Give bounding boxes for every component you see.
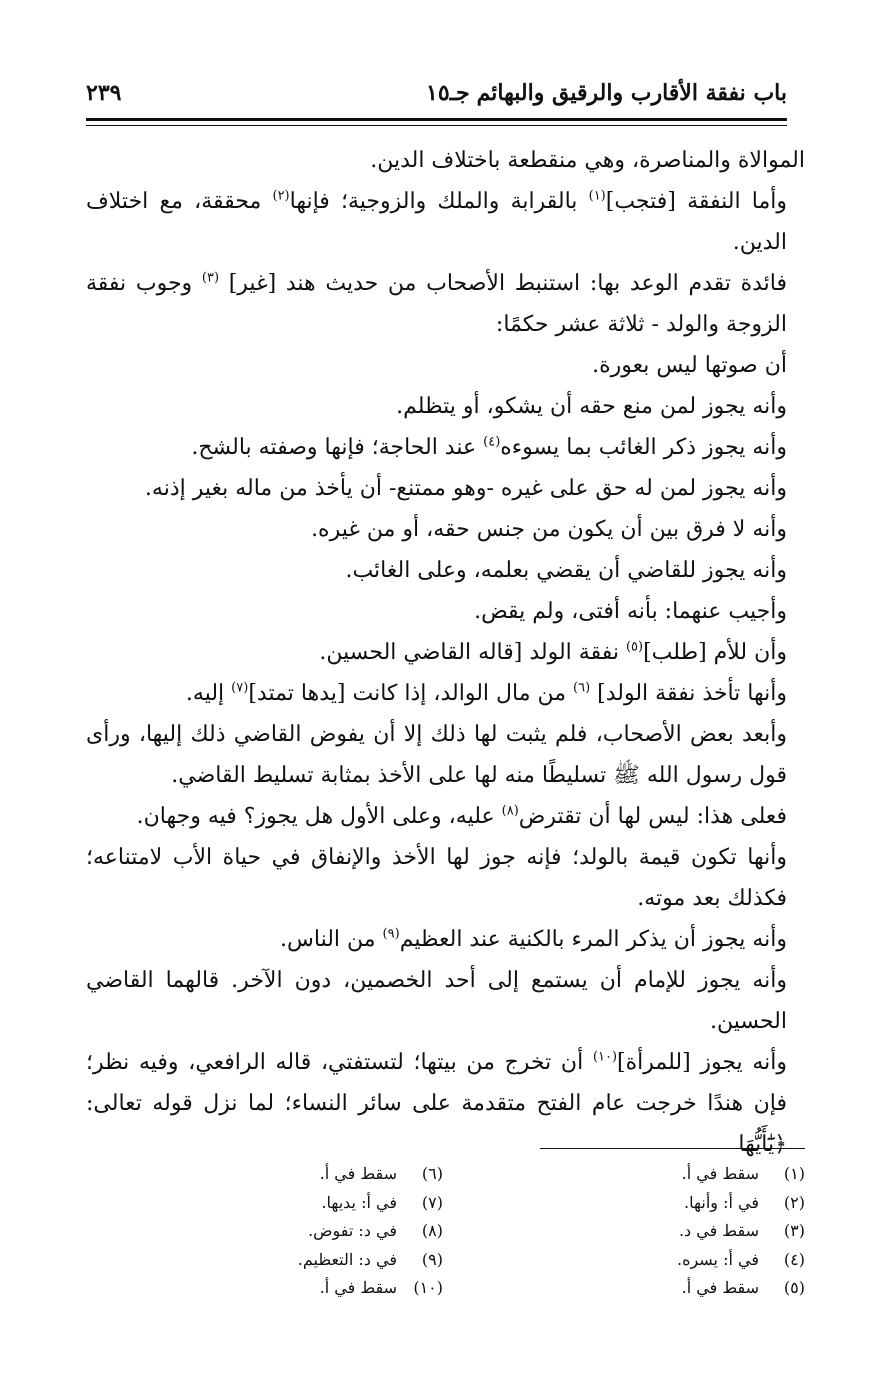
- footnote-number: (١٠): [413, 1278, 443, 1297]
- paragraph: [86, 796, 805, 837]
- paragraph-text: وأنه يجوز لمن له حق على غيره -وهو ممتنع- أن يأخذ من ماله بغير إذنه.: [144, 476, 787, 501]
- footnote-text: في د: تفوض.: [308, 1221, 397, 1240]
- paragraph-text: أن تخرج من بيتها؛ لتستفتي، قاله الرافعي، وفيه نظر؛ فإن هندًا خرجت عام الفتح متقدمة على سائر النساء؛ لما نزل قوله تعالى: ﴿يَٰٓأَيُّهَا: [86, 1050, 787, 1157]
- paragraph: [86, 181, 805, 263]
- header-rule-thin: [86, 125, 787, 126]
- paragraph-text: إليه.: [185, 681, 232, 706]
- footnote-marker: (٨): [501, 803, 519, 819]
- paragraph: [86, 140, 805, 181]
- paragraph-text: الموالاة والمناصرة، وهي منقطعة باختلاف الدين.: [370, 148, 805, 173]
- paragraph-text: وأما النفقة [فتجب]: [605, 189, 787, 214]
- footnote-separator: [540, 1148, 805, 1149]
- paragraph: [86, 345, 805, 386]
- paragraph-text: وأنه يجوز لمن منع حقه أن يشكو، أو يتظلم.: [396, 394, 787, 419]
- footnote-marker: (٤): [483, 434, 501, 450]
- paragraph: [86, 919, 805, 960]
- footnote: [143, 1246, 443, 1275]
- paragraph: [86, 1042, 805, 1165]
- footnote: [505, 1246, 805, 1275]
- paragraph-text: وأنها تكون قيمة بالولد؛ فإنه جوز لها الأخذ والإنفاق في حياة الأب لامتناعه؛ فكذلك بعد موته.: [86, 845, 787, 911]
- footnote-number: (٣): [783, 1221, 805, 1240]
- footnote-text: سقط في أ.: [319, 1164, 397, 1183]
- footnote-marker: (٣): [201, 270, 220, 286]
- paragraph-text: وأبعد بعض الأصحاب، فلم يثبت لها ذلك إلا أن يفوض القاضي ذلك إليها، ورأى قول رسول الله ﷺ تسليطًا منه لها على الأخذ بمثابة تسليط القاضي.: [86, 722, 787, 788]
- running-header: [86, 78, 787, 118]
- chapter-title: باب نفقة الأقارب والرقيق والبهائم: [476, 80, 787, 106]
- paragraph: [86, 714, 805, 796]
- paragraph: [86, 509, 805, 550]
- footnote: [505, 1274, 805, 1303]
- main-text: [86, 140, 805, 1165]
- paragraph-text: من مال الوالد، إذا كانت [يدها تمتد]: [248, 681, 574, 706]
- paragraph-text: بالقرابة والملك والزوجية؛ فإنها: [289, 189, 589, 214]
- footnote: [143, 1274, 443, 1303]
- paragraph: [86, 960, 805, 1042]
- paragraph-text: فعلى هذا: ليس لها أن تقترض: [518, 804, 787, 829]
- footnote-text: سقط في د.: [678, 1221, 759, 1240]
- footnotes-column-left: [143, 1160, 443, 1303]
- footnote-number: (٢): [783, 1192, 805, 1212]
- paragraph-text: وأنه يجوز للإمام أن يستمع إلى أحد الخصمين، دون الآخر. قالهما القاضي الحسين.: [86, 968, 787, 1034]
- paragraph-text: وأنه يجوز للقاضي أن يقضي بعلمه، وعلى الغائب.: [345, 558, 787, 583]
- footnote-marker: (١): [588, 188, 606, 204]
- footnote: [505, 1189, 805, 1218]
- footnote-number: (٨): [421, 1221, 443, 1240]
- footnote-marker: (٩): [382, 926, 400, 942]
- paragraph: [86, 591, 805, 632]
- paragraph-text: وأن للأم [طلب]: [643, 640, 787, 665]
- paragraph-text: أن صوتها ليس بعورة.: [592, 353, 787, 378]
- paragraph: [86, 550, 805, 591]
- paragraph: [86, 427, 805, 468]
- paragraph-text: وأنه يجوز أن يذكر المرء بالكنية عند العظيم: [399, 927, 787, 952]
- paragraph: [86, 632, 805, 673]
- footnotes-column-right: [505, 1160, 805, 1303]
- footnote-marker: (٦): [573, 680, 591, 696]
- paragraph: [86, 263, 805, 345]
- footnote: [505, 1217, 805, 1246]
- paragraph-text: فائدة تقدم الوعد بها: استنبط الأصحاب من حديث هند [غير]: [219, 271, 787, 296]
- footnote-number: (٥): [783, 1278, 805, 1297]
- page-number: ٢٣٩: [86, 80, 122, 106]
- footnote-text: في أ: يسره.: [676, 1249, 759, 1269]
- footnote-text: سقط في أ.: [681, 1278, 759, 1297]
- footnote: [505, 1160, 805, 1189]
- footnote-marker: (١٠): [592, 1049, 618, 1065]
- footnote-text: سقط في أ.: [319, 1278, 397, 1297]
- footnote-text: في أ: وأنها.: [684, 1192, 759, 1212]
- footnote-number: (٤): [783, 1249, 805, 1269]
- footnote-text: في أ: يديها.: [321, 1192, 397, 1212]
- paragraph-text: نفقة الولد [قاله القاضي الحسين.: [319, 640, 626, 665]
- footnote-number: (٩): [421, 1249, 443, 1269]
- footnote: [143, 1217, 443, 1246]
- footnote-marker: (٥): [625, 639, 644, 655]
- paragraph: [86, 386, 805, 427]
- footnote-marker: (٢): [272, 188, 290, 204]
- paragraph-text: محققة، مع اختلاف الدين.: [86, 189, 787, 255]
- paragraph-text: وأنه يجوز [للمرأة]: [617, 1050, 787, 1075]
- footnote-text: سقط في أ.: [681, 1164, 759, 1183]
- paragraph-text: وأجيب عنهما: بأنه أفتى، ولم يقض.: [474, 599, 787, 624]
- paragraph-text: وجوب نفقة الزوجة والولد - ثلاثة عشر حكمًا:: [86, 271, 787, 337]
- footnote-text: في د: التعظيم.: [297, 1249, 397, 1269]
- paragraph: [86, 468, 805, 509]
- paragraph-text: من الناس.: [280, 927, 383, 952]
- footnote-marker: (٧): [231, 680, 249, 696]
- paragraph: [86, 673, 805, 714]
- paragraph-text: وأنه لا فرق بين أن يكون من جنس حقه، أو من غيره.: [311, 517, 787, 542]
- footnote-number: (٦): [421, 1164, 443, 1183]
- paragraph-text: عليه، وعلى الأول هل يجوز؟ فيه وجهان.: [136, 804, 502, 829]
- footnote-number: (١): [783, 1164, 805, 1183]
- paragraph-text: وأنه يجوز ذكر الغائب بما يسوءه: [500, 435, 787, 460]
- footnote-number: (٧): [421, 1192, 443, 1212]
- paragraph-text: وأنها تأخذ نفقة الولد]: [590, 681, 787, 706]
- header-rule-thick: [86, 118, 787, 121]
- paragraph-text: عند الحاجة؛ فإنها وصفته بالشح.: [191, 435, 484, 460]
- footnote: [143, 1189, 443, 1218]
- volume-number: جـ١٥: [426, 80, 470, 106]
- footnote: [143, 1160, 443, 1189]
- paragraph: [86, 837, 805, 919]
